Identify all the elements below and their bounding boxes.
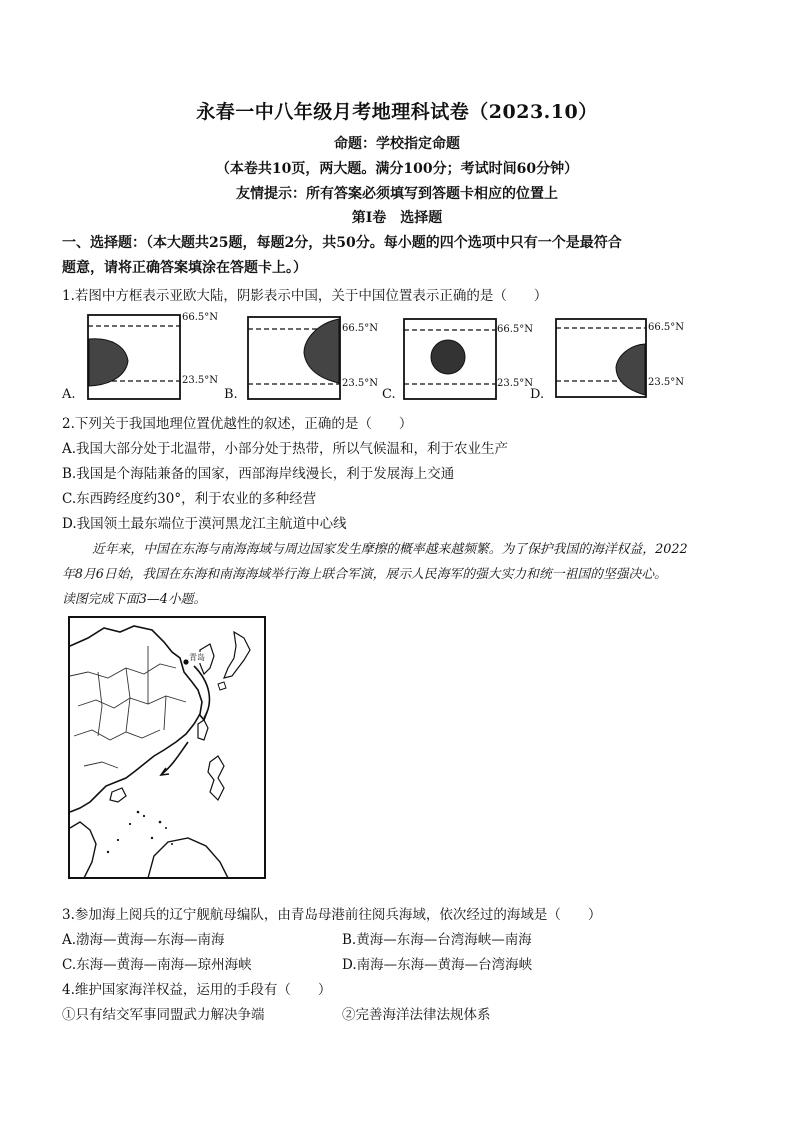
q1-figure-b-lat-bottom: 23.5°N (342, 378, 379, 389)
q1-figure-b-label: B. (224, 387, 238, 402)
q1-figure-a-diagram (62, 311, 232, 403)
q2-stem: 2.下列关于我国地理位置优越性的叙述，正确的是（ ） (62, 416, 413, 432)
qingdao-label: 青岛 (189, 653, 205, 662)
sea-map (68, 616, 266, 879)
passage-line1: 近年来，中国在东海与南海海域与周边国家发生摩擦的概率越来越频繁。为了保护我国的海洋权益，2022 (92, 542, 688, 557)
china-shaded-area (431, 340, 465, 374)
q1-figure-d-lat-top: 66.5°N (648, 322, 685, 333)
china-shaded-area (89, 339, 128, 386)
q1-figure-c-label: C. (382, 387, 396, 402)
q1-figure-c-lat-bottom: 23.5°N (497, 378, 534, 389)
q3-option-a: A.渤海—黄海—东海—南海 (62, 932, 225, 948)
q1-figure-b-lat-top: 66.5°N (342, 323, 379, 334)
passage-line2: 年8月6日始，我国在东海和南海海域举行海上联合军演，展示人民海军的强大实力和统一祖国的坚强决心。 (62, 567, 667, 582)
q1-figure-d-label: D. (530, 387, 545, 402)
q2-option-b: B.我国是个海陆兼备的国家，西部海岸线漫长，利于发展海上交通 (62, 466, 455, 482)
q1-figure-a-lat-bottom: 23.5°N (182, 375, 219, 386)
china-shaded-area (304, 319, 339, 383)
tip-line: 友情提示：所有答案必须填写到答题卡相应的位置上 (236, 186, 558, 202)
section-heading: 第Ⅰ卷 选择题 (351, 210, 443, 226)
author-line: 命题：学校指定命题 (334, 136, 460, 152)
page-title: 永春一中八年级月考地理科试卷（2023.10） (196, 101, 598, 123)
q2-option-c: C.东西跨经度约30°，利于农业的多种经营 (62, 491, 317, 507)
q1-figure-d-lat-bottom: 23.5°N (648, 377, 685, 388)
q1-figure-d (530, 311, 700, 403)
q1-stem: 1.若图中方框表示亚欧大陆，阴影表示中国，关于中国位置表示正确的是（ ） (62, 288, 548, 304)
q2-option-a: A.我国大部分处于北温带，小部分处于热带，所以气候温和，利于农业生产 (62, 441, 509, 457)
q1-figure-a-label: A. (62, 387, 76, 402)
q1-figure-a (62, 311, 232, 403)
part1-heading-line2: 题意，请将正确答案填涂在答题卡上。） (62, 260, 307, 276)
part1-heading-line1: 一、选择题：（本大题共25题，每题2分，共50分。每小题的四个选项中只有一个是最符合 (62, 235, 622, 251)
q3-stem: 3.参加海上阅兵的辽宁舰航母编队，由青岛母港前往阅兵海域，依次经过的海域是（ ） (62, 907, 602, 923)
q1-figure-c (382, 311, 552, 403)
china-shaded-area (616, 344, 645, 395)
q3-option-d: D.南海—东海—黄海—台湾海峡 (342, 957, 533, 973)
q1-figure-b (222, 311, 392, 403)
q4-item-1: ①只有结交军事同盟武力解决争端 (62, 1007, 265, 1023)
passage-line3: 读图完成下面3—4小题。 (62, 592, 207, 607)
qingdao-marker (183, 659, 188, 664)
q3-option-b: B.黄海—东海—台湾海峡—南海 (342, 932, 532, 948)
q4-item-2: ②完善海洋法律法规体系 (342, 1007, 491, 1023)
q3-option-c: C.东海—黄海—南海—琼州海峡 (62, 957, 252, 973)
sea-map-drawing (68, 616, 266, 879)
exam-info-line: （本卷共10页，两大题。满分100分；考试时间60分钟） (215, 161, 579, 177)
q1-figure-a-lat-top: 66.5°N (182, 312, 219, 323)
q4-stem: 4.维护国家海洋权益，运用的手段有（ ） (62, 982, 332, 998)
q1-figure-c-lat-top: 66.5°N (497, 324, 534, 335)
q2-option-d: D.我国领土最东端位于漠河黑龙江主航道中心线 (62, 516, 347, 532)
